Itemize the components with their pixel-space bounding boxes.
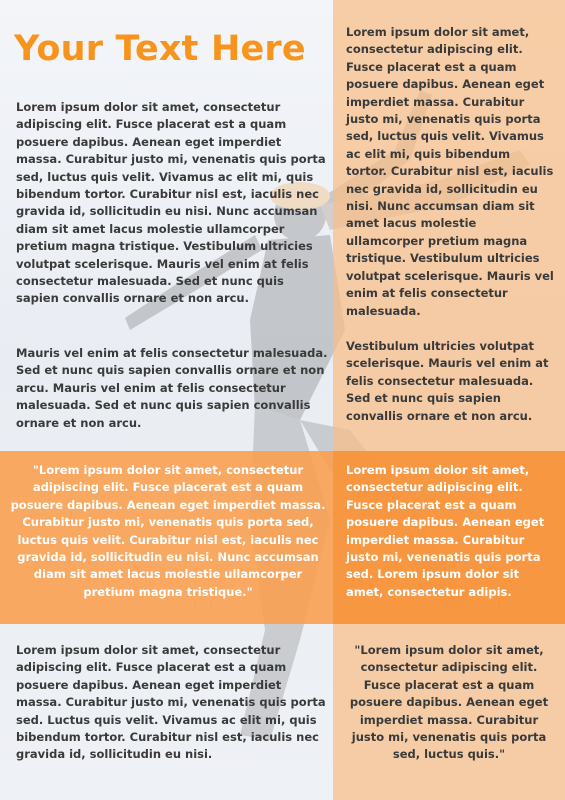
band-pull-quote: "Lorem ipsum dolor sit amet, consectetur adipiscing elit. Fusce placerat est a quam posuere dapibus. Aenean eget imperdiet massa. Curabitur justo mi, venenatis quis porta sed, luctus quis velit. Curabitur nisl est, iaculis nec gravida id, sollicitudin eu nisi. Nunc accumsan diam sit amet lacus molestie ullamcorper pretium magna tristique." [10, 463, 326, 599]
left-paragraph-1: Lorem ipsum dolor sit amet, consectetur adipiscing elit. Fusce placerat est a quam posuere dapibus. Aenean eget imperdiet massa. Curabitur justo mi, venenatis quis porta sed, luctus quis velit. Vivamus ac elit mi, quis bibendum tortor. Curabitur nisl est, iaculis nec gravida id, sollicitudin eu nisi. Nunc accumsan diam sit amet lacus molestie ullamcorper pretium magna tristique. Vestibulum ultricies volutpat scelerisque. Mauris vel enim at felis consectetur malesuada. Sed et nunc quis sapien convallis ornare et non arcu. [16, 100, 326, 306]
left-paragraph-2: Mauris vel enim at felis consectetur malesuada. Sed et nunc quis sapien convallis ornare et non arcu. Mauris vel enim at felis consectetur malesuada. Sed et nunc quis sapien convallis ornare et non arcu. [16, 346, 328, 430]
right-paragraph-2: Vestibulum ultricies volutpat scelerisque. Mauris vel enim at felis consectetur malesuada. Sed et nunc quis sapien convallis ornare et non arcu. [346, 339, 549, 423]
right-paragraph-1: Lorem ipsum dolor sit amet, consectetur adipiscing elit. Fusce placerat est a quam posuere dapibus. Aenean eget imperdiet massa. Curabitur justo mi, venenatis quis porta sed, luctus quis velit. Vivamus ac elit mi, quis bibendum tortor. Curabitur nisl est, iaculis nec gravida id, sollicitudin eu nisi. Nunc accumsan diam sit amet lacus molestie ullamcorper pretium magna tristique. Vestibulum ultricies volutpat scelerisque. Mauris vel enim at felis consectetur malesuada. [346, 25, 554, 318]
band-right-paragraph: Lorem ipsum dolor sit amet, consectetur adipiscing elit. Fusce placerat est a quam posuere dapibus. Aenean eget imperdiet massa. Curabitur justo mi, venenatis quis porta sed. Lorem ipsum dolor sit amet, consectetur adipis. [346, 463, 545, 599]
right-pull-quote: "Lorem ipsum dolor sit amet, consectetur adipiscing elit. Fusce placerat est a quam posuere dapibus. Aenean eget imperdiet massa. Curabitur justo mi, venenatis quis porta sed, luctus quis." [349, 643, 549, 762]
headline: Your Text Here [14, 29, 306, 69]
left-paragraph-3: Lorem ipsum dolor sit amet, consectetur adipiscing elit. Fusce placerat est a quam posuere dapibus. Aenean eget imperdiet massa. Curabitur justo mi, venenatis quis porta sed. Luctus quis velit. Vivamus ac elit mi, quis bibendum tortor. Curabitur nisl est, iaculis nec gravida id, sollicitudin eu nisi. [16, 643, 326, 762]
